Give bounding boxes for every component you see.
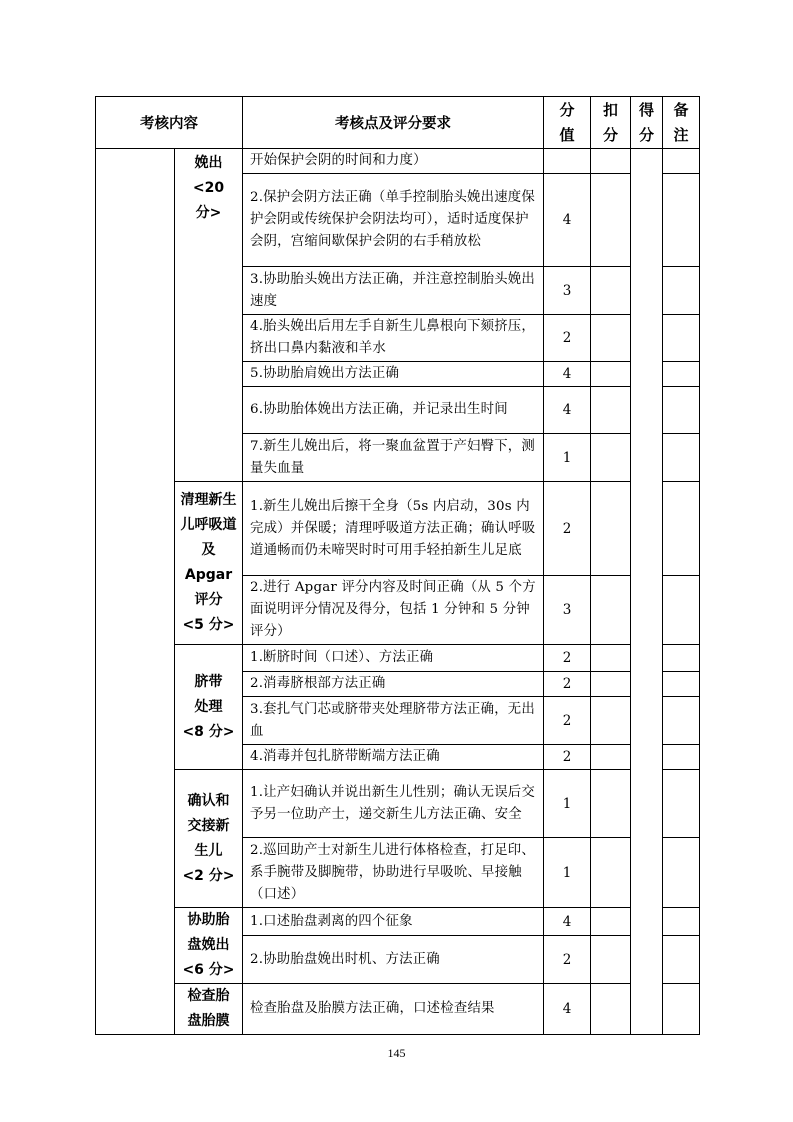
criteria-cell: 1.断脐时间（口述）、方法正确 — [243, 645, 544, 672]
note-cell — [663, 482, 700, 576]
criteria-cell: 7.新生儿娩出后，将一聚血盆置于产妇臀下，测量失血量 — [243, 434, 544, 482]
criteria-cell: 2.保护会阴方法正确（单手控制胎头娩出速度保护会阴或传统保护会阴法均可），适时适度保护会阴，宫缩间歇保护会阴的右手稍放松 — [243, 174, 544, 267]
criteria-cell: 4.胎头娩出后用左手自新生儿鼻根向下颏挤压，挤出口鼻内黏液和羊水 — [243, 315, 544, 362]
note-cell — [663, 362, 700, 387]
criteria-cell: 2.协助胎盘娩出时机、方法正确 — [243, 936, 544, 984]
deduct-cell — [591, 936, 631, 984]
section-label-cord: 脐带 处理 <8 分> — [175, 645, 243, 770]
criteria-cell: 2.巡回助产士对新生儿进行体格检查，打足印、系手腕带及脚腕带，协助进行早吸吮、早接触（口述） — [243, 838, 544, 908]
note-cell — [663, 672, 700, 697]
note-cell — [663, 267, 700, 315]
note-cell — [663, 838, 700, 908]
criteria-cell: 3.协助胎头娩出方法正确，并注意控制胎头娩出速度 — [243, 267, 544, 315]
section-label-confirm: 确认和 交接新 生儿 <2 分> — [175, 770, 243, 908]
score-cell: 4 — [544, 362, 591, 387]
score-cell — [544, 149, 591, 174]
header-note: 备 注 — [663, 97, 700, 149]
table-row — [96, 645, 700, 672]
table-row — [96, 482, 700, 576]
section-label-placenta: 协助胎 盘娩出 <6 分> — [175, 908, 243, 984]
assessment-table — [95, 96, 700, 1035]
note-cell — [663, 434, 700, 482]
note-cell — [663, 908, 700, 936]
section-label-airway: 清理新生 儿呼吸道 及 Apgar 评分 <5 分> — [175, 482, 243, 645]
score-cell: 1 — [544, 434, 591, 482]
deduct-cell — [591, 770, 631, 838]
score-cell: 2 — [544, 645, 591, 672]
criteria-cell: 4.消毒并包扎脐带断端方法正确 — [243, 745, 544, 770]
deduct-cell — [591, 672, 631, 697]
deduct-cell — [591, 482, 631, 576]
note-cell — [663, 770, 700, 838]
score-cell: 1 — [544, 838, 591, 908]
score-cell: 4 — [544, 387, 591, 434]
deduct-cell — [591, 362, 631, 387]
deduct-cell — [591, 645, 631, 672]
deduct-cell — [591, 697, 631, 745]
note-cell — [663, 745, 700, 770]
note-cell — [663, 387, 700, 434]
note-cell — [663, 149, 700, 174]
score-cell: 2 — [544, 482, 591, 576]
deduct-cell — [591, 315, 631, 362]
deduct-cell — [591, 838, 631, 908]
score-cell: 4 — [544, 908, 591, 936]
header-deduct: 扣 分 — [591, 97, 631, 149]
criteria-cell: 6.协助胎体娩出方法正确，并记录出生时间 — [243, 387, 544, 434]
note-cell — [663, 984, 700, 1035]
criteria-cell: 3.套扎气门芯或脐带夹处理脐带方法正确，无出血 — [243, 697, 544, 745]
table-row — [96, 149, 700, 174]
note-cell — [663, 645, 700, 672]
table-row — [96, 984, 700, 1035]
score-cell: 1 — [544, 770, 591, 838]
section-label-check: 检查胎 盘胎膜 — [175, 984, 243, 1035]
got-score-column — [631, 149, 663, 1035]
criteria-cell: 2.消毒脐根部方法正确 — [243, 672, 544, 697]
table-row — [96, 770, 700, 838]
score-cell: 2 — [544, 697, 591, 745]
table-row — [96, 908, 700, 936]
score-cell: 3 — [544, 267, 591, 315]
section-label-delivery: 娩出 <20 分> — [175, 149, 243, 482]
criteria-cell: 开始保护会阴的时间和力度） — [243, 149, 544, 174]
deduct-cell — [591, 174, 631, 267]
header-content: 考核内容 — [96, 97, 243, 149]
criteria-cell: 2.进行 Apgar 评分内容及时间正确（从 5 个方面说明评分情况及得分，包括 1 分钟和 5 分钟评分） — [243, 576, 544, 645]
score-cell: 2 — [544, 936, 591, 984]
criteria-cell: 检查胎盘及胎膜方法正确，口述检查结果 — [243, 984, 544, 1035]
note-cell — [663, 576, 700, 645]
note-cell — [663, 697, 700, 745]
criteria-cell: 1.新生儿娩出后擦干全身（5s 内启动，30s 内完成）并保暖；清理呼吸道方法正确；确认呼吸道通畅而仍未啼哭时时可用手轻拍新生儿足底 — [243, 482, 544, 576]
page-number: 145 — [387, 1046, 406, 1060]
score-cell: 2 — [544, 315, 591, 362]
deduct-cell — [591, 908, 631, 936]
score-cell: 2 — [544, 672, 591, 697]
deduct-cell — [591, 267, 631, 315]
header-got: 得 分 — [631, 97, 663, 149]
score-cell: 3 — [544, 576, 591, 645]
deduct-cell — [591, 745, 631, 770]
criteria-cell: 1.口述胎盘剥离的四个征象 — [243, 908, 544, 936]
score-cell: 4 — [544, 174, 591, 267]
deduct-cell — [591, 387, 631, 434]
score-cell: 2 — [544, 745, 591, 770]
blank-left-column — [96, 149, 175, 1035]
note-cell — [663, 174, 700, 267]
criteria-cell: 5.协助胎肩娩出方法正确 — [243, 362, 544, 387]
note-cell — [663, 936, 700, 984]
deduct-cell — [591, 984, 631, 1035]
header-score: 分 值 — [544, 97, 591, 149]
criteria-cell: 1.让产妇确认并说出新生儿性别；确认无误后交予另一位助产士，递交新生儿方法正确、安全 — [243, 770, 544, 838]
deduct-cell — [591, 576, 631, 645]
deduct-cell — [591, 434, 631, 482]
header-criteria: 考核点及评分要求 — [243, 97, 544, 149]
header-row — [96, 97, 700, 149]
deduct-cell — [591, 149, 631, 174]
note-cell — [663, 315, 700, 362]
score-cell: 4 — [544, 984, 591, 1035]
